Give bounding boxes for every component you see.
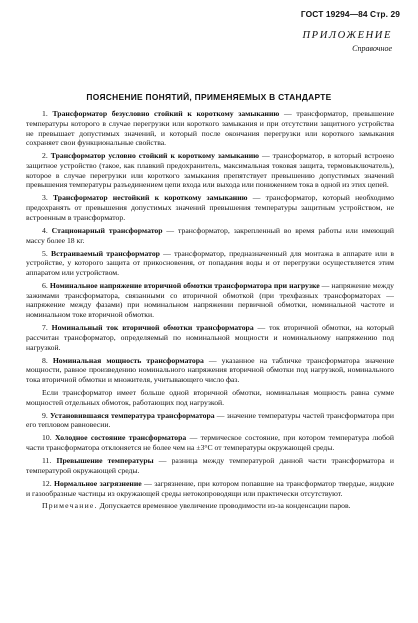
definition-10	[26, 433, 394, 453]
item-number: 6.	[42, 280, 48, 290]
definitions-body	[26, 109, 394, 514]
item-text: — термическое состояние, при котором температура любой части трансформатора отклоняется не более чем на ±3°С от температуры окружающей среды.	[26, 433, 394, 453]
definition-4	[26, 226, 394, 246]
item-text: — трансформатор, закрепленный во время работы или имеющий массу более 18 кг.	[26, 225, 395, 245]
item-number: 8.	[42, 355, 48, 365]
item-number: 5.	[42, 248, 48, 258]
item-number: 2.	[42, 151, 48, 161]
item-term: Трансформатор безусловно стойкий к короткому замыканию	[52, 109, 280, 118]
item-text: — разница между температурой данной части трансформатора и температурой окружающей среды.	[26, 456, 394, 475]
item-term: Холодное состояние трансформатора	[54, 433, 187, 443]
definition-2	[26, 151, 394, 190]
item-text: — указанное на табличке трансформатора значение мощности, равное произведению номинального напряжения вторичной обмотки под нагрузкой, номинального тока вторичной обмотки и множителя, учитывающего число фаз.	[26, 355, 394, 385]
item-term: Встраиваемый трансформатор	[51, 248, 160, 258]
definition-12	[26, 479, 394, 499]
item-number: 4.	[42, 225, 48, 235]
item-number: 12.	[42, 478, 52, 488]
item-term: Стационарный трансформатор	[51, 225, 163, 235]
definition-8	[26, 356, 394, 385]
section-title: ПОЯСНЕНИЕ ПОНЯТИЙ, ПРИМЕНЯЕМЫХ В СТАНДАРТЕ	[86, 92, 332, 102]
definition-6	[26, 281, 394, 320]
item-number: 3.	[42, 193, 48, 203]
item-text: — трансформатор, в который встроено защитное устройство (такое, как плавкий предохранитель, максимальная токовая защита, термовыключатель), которое в случае перегрузки или короткого замыкания препятствует превышению допустимых значений превышения температуры разъединением цепи входа или выхода или понижением тока в одной из этих цепей.	[26, 151, 394, 190]
item-text: — трансформатор, предназначенный для монтажа в аппарате или в устройстве, у которого защита от прикосновения, от попадания воды и от перегрузки осуществляется этим аппаратом или устройством.	[26, 248, 394, 277]
item-term: Номинальная мощность трансформатора	[52, 355, 204, 365]
item-number: 1.	[42, 109, 48, 118]
appendix-subtitle: Справочное	[352, 44, 392, 53]
definition-5	[26, 249, 394, 278]
appendix-title: ПРИЛОЖЕНИЕ	[302, 30, 392, 41]
item-term: Трансформатор нестойкий к короткому замыканию	[52, 193, 248, 203]
definition-3	[26, 193, 394, 222]
item-text: — трансформатор, превышение температуры которого в случае перегрузки или короткого замыкания и при отсутствии защитного устройства не превышает допустимых значений, и который после окончания перегрузки или короткого замыкания сохраняет свои функциональные свойства.	[26, 109, 394, 148]
item-text: — значение температуры частей трансформатора при его тепловом равновесии.	[26, 410, 394, 430]
item-term: Номинальное напряжение вторичной обмотки трансформатора при нагрузке	[49, 280, 320, 290]
item-text: Если трансформатор имеет больше одной вторичной обмотки, номинальная мощность равна сумме мощностей отдельных обмоток, работающих под нагрузкой.	[26, 388, 394, 407]
definition-11	[26, 456, 394, 476]
definition-1	[26, 109, 394, 148]
definition-8-continuation	[26, 388, 394, 408]
item-number: 9.	[42, 410, 48, 420]
item-text: — загрязнение, при котором попавшие на трансформатор твердые, жидкие и газообразные частицы из окружающей среды нетокопроводящи или практически отсутствуют.	[26, 478, 395, 498]
note-text: Допускается временное увеличение проводимости из-за конденсации паров.	[97, 501, 351, 511]
definition-7	[26, 323, 394, 352]
item-term: Номинальный ток вторичной обмотки трансформатора	[51, 323, 254, 333]
item-text: — трансформатор, который необходимо предохранять от превышения допустимых значений превышения температуры защитным устройством, не встроенным в трансформатор.	[26, 193, 395, 222]
note	[26, 501, 394, 511]
item-term: Установившаяся температура трансформатора	[49, 410, 215, 420]
item-term: Нормальное загрязнение	[54, 478, 142, 488]
definition-9	[26, 411, 394, 431]
appendix-block	[303, 30, 393, 53]
item-text: — напряжение между зажимами трансформатора, связанными со вторичной обмоткой (при трехфазных трансформаторах — напряжение между фазами) при номинальном напряжении первичной обмотки, номинальной частоте и номинальном токе вторичной обмотки.	[26, 280, 395, 320]
note-label: Примечание.	[42, 501, 98, 511]
item-term: Трансформатор условно стойкий к короткому замыканию	[50, 151, 259, 161]
item-number: 11.	[42, 456, 52, 466]
page-header: ГОСТ 19294—84 Стр. 29	[300, 9, 400, 19]
item-text: — ток вторичной обмотки, на который рассчитан трансформатор, определяемый по номинальной мощности и номинальному напряжению под нагрузкой.	[26, 323, 395, 352]
item-number: 10.	[42, 433, 52, 443]
item-term: Превышение температуры	[56, 456, 154, 466]
item-number: 7.	[42, 323, 48, 333]
